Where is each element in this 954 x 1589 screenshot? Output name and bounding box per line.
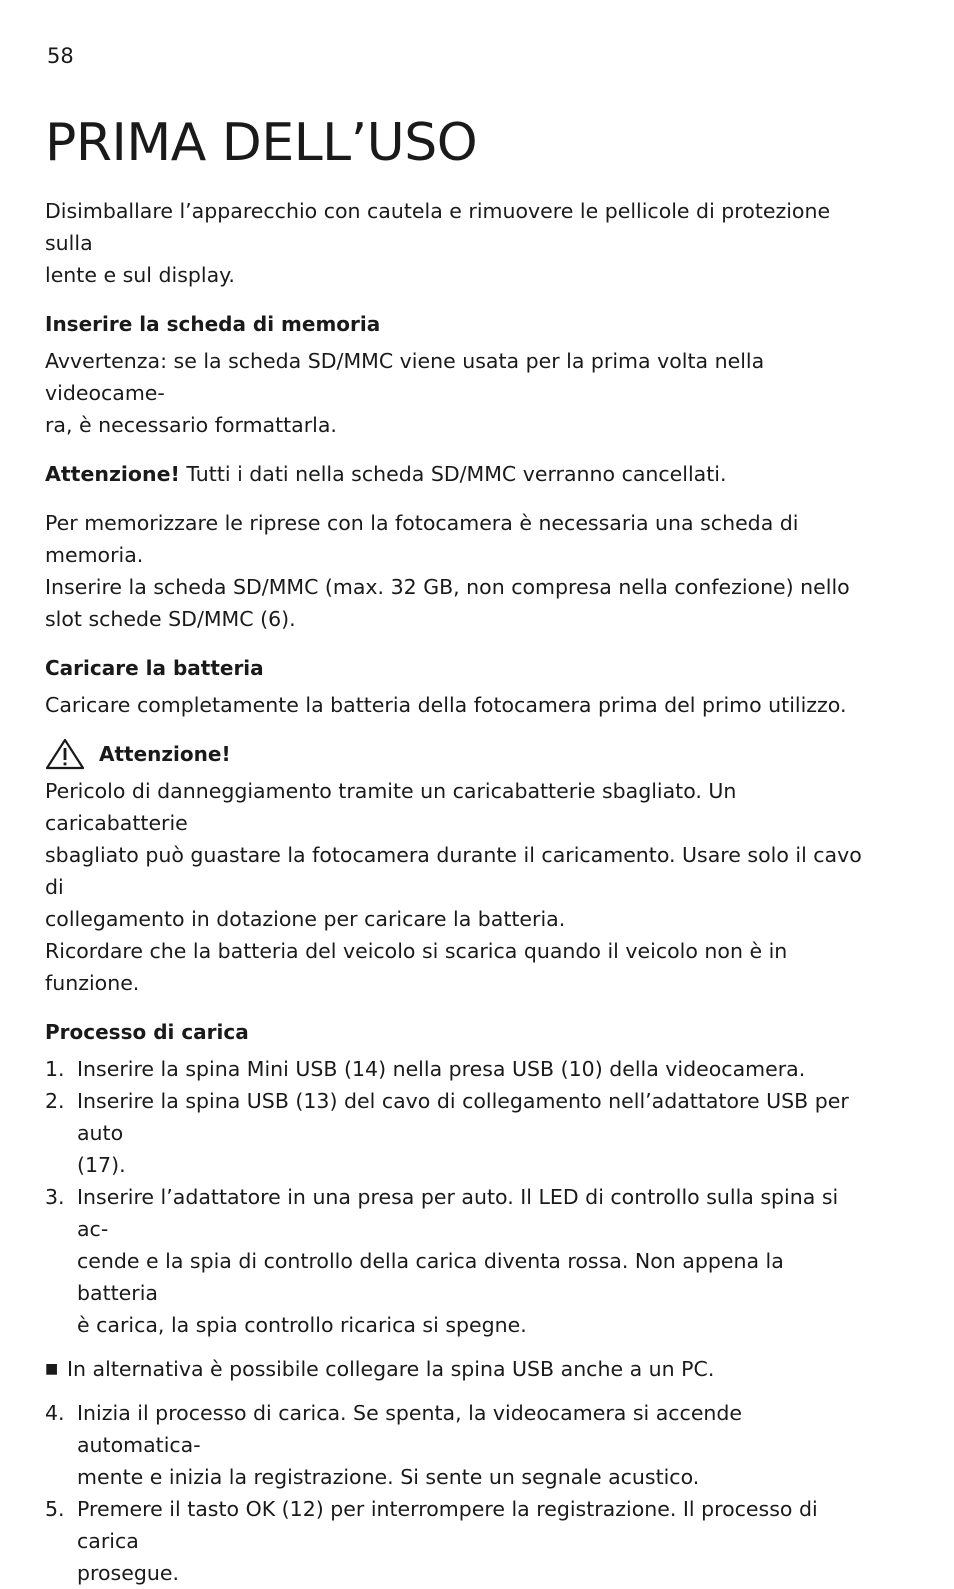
page-title: PRIMA DELL’USO xyxy=(45,113,478,173)
battery-text: Caricare completamente la batteria della fotocamera prima del primo utilizzo. xyxy=(45,693,847,717)
memory-note-line-2: ra, è necessario formattarla. xyxy=(45,413,337,437)
step-text xyxy=(77,1181,870,1341)
step-line: Premere il tasto OK (12) per interrompere la registrazione. Il processo di carica xyxy=(77,1497,818,1553)
memory-body-line-1: Per memorizzare le riprese con la fotocamera è necessaria una scheda di memoria. xyxy=(45,511,799,567)
step-text xyxy=(77,1085,870,1181)
step-text xyxy=(77,1493,870,1589)
step-1 xyxy=(45,1053,870,1085)
step-number: 1. xyxy=(45,1057,65,1081)
charging-heading: Processo di carica xyxy=(45,1020,249,1044)
step-number: 4. xyxy=(45,1401,65,1425)
intro-line-2: lente e sul display. xyxy=(45,263,235,287)
step-line: Inizia il processo di carica. Se spenta, la videocamera si accende automatica- xyxy=(77,1401,743,1457)
step-line: Inserire la spina Mini USB (14) nella presa USB (10) della videocamera. xyxy=(77,1057,806,1081)
warning-line-3: collegamento in dotazione per caricare la batteria. xyxy=(45,907,566,931)
step-2 xyxy=(45,1085,870,1181)
step-line: (17). xyxy=(77,1153,126,1177)
charging-steps-a xyxy=(45,1053,870,1341)
step-line: Inserire l’adattatore in una presa per auto. Il LED di controllo sulla spina si ac- xyxy=(77,1185,839,1241)
memory-attention xyxy=(45,458,870,490)
warning-triangle-icon xyxy=(45,738,85,770)
step-line: è carica, la spia controllo ricarica si spegne. xyxy=(77,1313,527,1337)
step-line: Inserire la spina USB (13) del cavo di collegamento nell’adattatore USB per auto xyxy=(77,1089,849,1145)
memory-attention-label: Attenzione! xyxy=(45,462,180,486)
memory-heading: Inserire la scheda di memoria xyxy=(45,312,381,336)
memory-body-line-2: Inserire la scheda SD/MMC (max. 32 GB, non compresa nella confezione) nello xyxy=(45,575,850,599)
step-5 xyxy=(45,1493,870,1589)
step-4 xyxy=(45,1397,870,1493)
step-line: prosegue. xyxy=(77,1561,179,1585)
battery-heading: Caricare la batteria xyxy=(45,656,264,680)
step-line: mente e inizia la registrazione. Si sente un segnale acustico. xyxy=(77,1465,700,1489)
bullet-item xyxy=(45,1353,870,1385)
warning-heading-row xyxy=(45,738,870,770)
step-text xyxy=(77,1397,870,1493)
warning-line-4: Ricordare che la batteria del veicolo si scarica quando il veicolo non è in funzione. xyxy=(45,939,788,995)
memory-body-line-3: slot schede SD/MMC (6). xyxy=(45,607,296,631)
step-line: cende e la spia di controllo della carica diventa rossa. Non appena la batteria xyxy=(77,1249,784,1305)
step-3 xyxy=(45,1181,870,1341)
page-number: 58 xyxy=(47,44,74,68)
page-content xyxy=(45,195,870,1589)
memory-attention-text: Tutti i dati nella scheda SD/MMC verranno cancellati. xyxy=(179,462,727,486)
step-number: 5. xyxy=(45,1497,65,1521)
warning-line-1: Pericolo di danneggiamento tramite un caricabatterie sbagliato. Un caricabatterie xyxy=(45,779,737,835)
square-bullet-icon: ■ xyxy=(45,1361,59,1377)
warning-line-2: sbagliato può guastare la fotocamera durante il caricamento. Usare solo il cavo di xyxy=(45,843,862,899)
intro-line-1: Disimballare l’apparecchio con cautela e rimuovere le pellicole di protezione sulla xyxy=(45,199,831,255)
charging-steps-b xyxy=(45,1397,870,1589)
warning-label: Attenzione! xyxy=(99,742,231,766)
step-number: 3. xyxy=(45,1185,65,1209)
bullet-text: In alternativa è possibile collegare la spina USB anche a un PC. xyxy=(67,1357,715,1381)
step-number: 2. xyxy=(45,1089,65,1113)
step-text xyxy=(77,1053,870,1085)
memory-note-line-1: Avvertenza: se la scheda SD/MMC viene usata per la prima volta nella videocame- xyxy=(45,349,765,405)
